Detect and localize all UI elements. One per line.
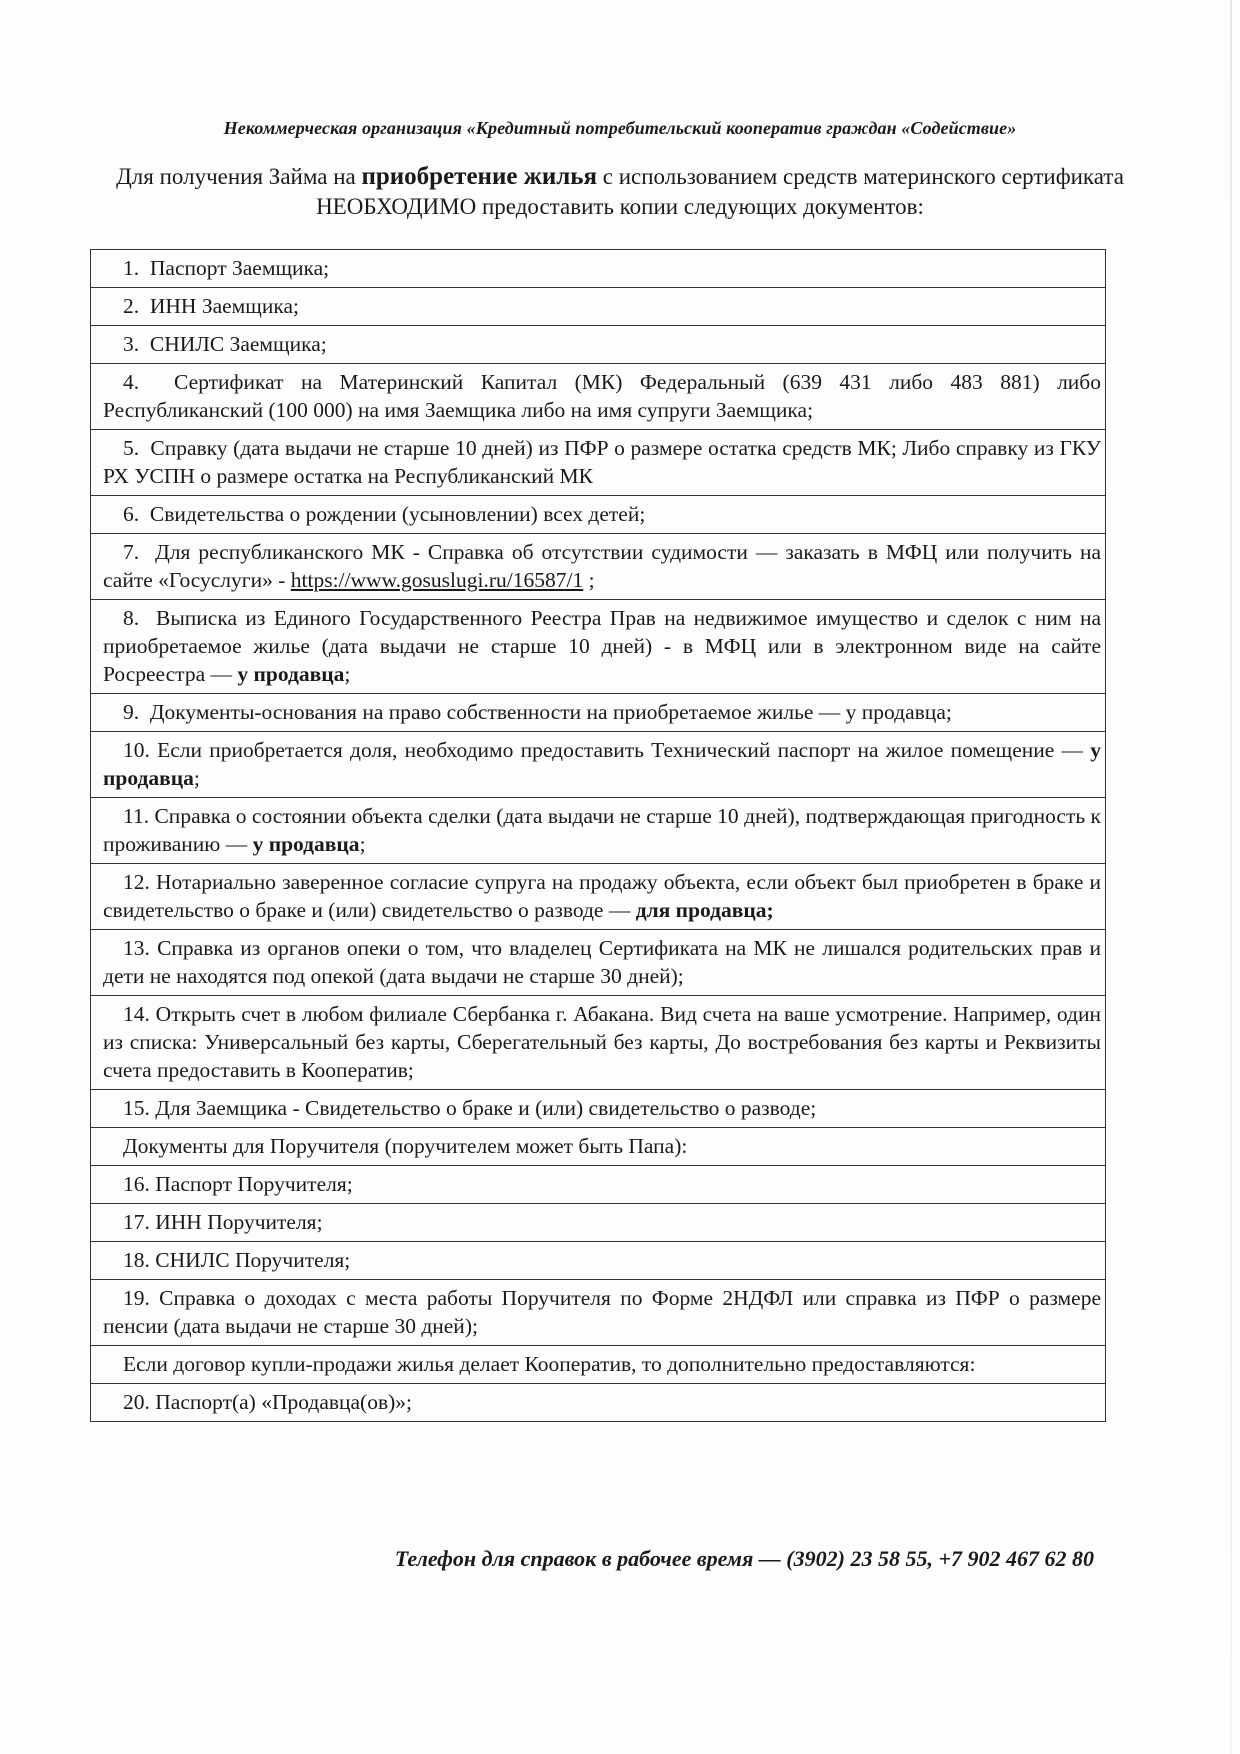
row-number: 19. [123, 1286, 150, 1310]
row-text: Паспорт Поручителя; [155, 1172, 353, 1196]
row-number: 2. [123, 294, 140, 318]
row-number: 6. [123, 502, 140, 526]
row-text: ИНН Заемщика; [149, 294, 299, 318]
row-number [103, 1134, 123, 1158]
row-number: 3. [123, 332, 140, 356]
table-row [91, 1204, 1106, 1242]
row-text-end: ; [193, 766, 200, 790]
row-text: Справка о состоянии объекта сделки (дата выдачи не старше 10 дней), подтверждающая пригодность к проживанию — [103, 804, 1102, 856]
table-row [91, 600, 1106, 694]
row-bold-text: для продавца; [635, 898, 774, 922]
table-row [91, 326, 1106, 364]
row-text: Паспорт(а) «Продавца(ов)»; [155, 1390, 413, 1414]
row-number: 5. [123, 436, 140, 460]
table-row [91, 798, 1106, 864]
intro-bold: приобретение жилья [361, 163, 598, 190]
row-text: Свидетельства о рождении (усыновлении) всех детей; [149, 502, 646, 526]
table-row [91, 930, 1106, 996]
row-text: Если договор купли-продажи жилья делает Кооператив, то дополнительно предоставляются: [123, 1352, 976, 1376]
row-text-end: ; [583, 568, 595, 592]
row-text: Справка о доходах с места работы Поручителя по Форме 2НДФЛ или справка из ПФР о размере пенсии (дата выдачи не старше 30 дней); [103, 1286, 1102, 1338]
row-number: 11. [123, 804, 150, 828]
table-row [91, 1384, 1106, 1422]
row-number: 10. [123, 738, 150, 762]
table-row [91, 430, 1106, 496]
row-number: 8. [123, 606, 140, 630]
row-text: Выписка из Единого Государственного Реестра Прав на недвижимое имущество и сделок с ним на приобретаемое жилье (дата выдачи не старше 10 дней) - в МФЦ или в электронном виде на сайте Росреестра — [103, 606, 1101, 686]
row-number [103, 1352, 123, 1376]
intro-part1: Для получения Займа на [116, 164, 362, 189]
scan-edge [1230, 0, 1232, 1754]
cooperative-section-header [91, 1346, 1106, 1384]
row-bold-text: у продавца [252, 832, 360, 856]
row-number: 16. [123, 1172, 150, 1196]
row-number: 17. [123, 1210, 150, 1234]
table-row [91, 864, 1106, 930]
intro-text [100, 162, 1140, 222]
contact-phone: Телефон для справок в рабочее время — (3902) 23 58 55, +7 902 467 62 80 [394, 1546, 1094, 1571]
row-number: 15. [123, 1096, 150, 1120]
row-text: ИНН Поручителя; [155, 1210, 323, 1234]
row-number: 4. [123, 370, 140, 394]
row-number: 18. [123, 1248, 150, 1272]
row-number: 14. [123, 1002, 150, 1026]
row-bold-text: у продавца [103, 738, 1101, 790]
table-row [91, 1242, 1106, 1280]
row-text: Сертификат на Материнский Капитал (МК) Федеральный (639 431 либо 483 881) либо Республиканский (100 000) на имя Заемщика либо на имя супруги Заемщика; [103, 370, 1101, 422]
row-text: СНИЛС Заемщика; [149, 332, 327, 356]
row-number: 12. [123, 870, 150, 894]
table-row [91, 694, 1106, 732]
row-text: Документы-основания на право собственности на приобретаемое жилье — у продавца; [149, 700, 952, 724]
row-number: 1. [123, 256, 140, 280]
table-row [91, 364, 1106, 430]
guarantor-section-header [91, 1128, 1106, 1166]
row-text: СНИЛС Поручителя; [155, 1248, 351, 1272]
table-row [91, 496, 1106, 534]
row-text: Открыть счет в любом филиале Сбербанка г. Абакана. Вид счета на ваше усмотрение. Например, один из списка: Универсальный без карты, Сберегательный без карты, До востребования без карты и Реквизиты счета предоставить в Кооператив; [103, 1002, 1102, 1082]
row-text: Нотариально заверенное согласие супруга на продажу объекта, если объект был приобретен в браке и свидетельство о браке и (или) свидетельство о разводе — [103, 870, 1102, 922]
row-number: 13. [123, 936, 150, 960]
row-text-end: ; [344, 662, 351, 686]
row-text: Для республиканского МК - Справка об отсутствии судимости — заказать в МФЦ или получить на сайте «Госуслуги» - [103, 540, 1102, 592]
row-number: 9. [123, 700, 140, 724]
documents-table [90, 249, 1106, 1422]
row-text: Справка из органов опеки о том, что владелец Сертификата на МК не лишался родительских прав и дети не находятся под опекой (дата выдачи не старше 30 дней); [103, 936, 1101, 988]
table-row [91, 732, 1106, 798]
table-row [91, 288, 1106, 326]
table-row [91, 996, 1106, 1090]
table-row [91, 1090, 1106, 1128]
row-text: Документы для Поручителя (поручителем может быть Папа): [123, 1134, 688, 1158]
row-number: 20. [123, 1390, 150, 1414]
row-bold-text: у продавца [237, 662, 345, 686]
row-number: 7. [123, 540, 140, 564]
table-row [91, 1280, 1106, 1346]
intro-part2: с использованием средств материнского сертификата НЕОБХОДИМО предоставить копии следующих документов: [316, 164, 1124, 219]
row-text: Паспорт Заемщика; [149, 256, 330, 280]
table-row [91, 534, 1106, 600]
row-text: Справку (дата выдачи не старше 10 дней) из ПФР о размере остатка средств МК; Либо справку из ГКУ РХ УСПН о размере остатка на Республиканский МК [103, 436, 1102, 488]
table-row [91, 250, 1106, 288]
organization-name: Некоммерческая организация «Кредитный потребительский кооператив граждан «Содействие» [223, 118, 1017, 138]
row-text: Если приобретается доля, необходимо предоставить Технический паспорт на жилое помещение — [157, 738, 1091, 762]
gosuslugi-link[interactable]: https://www.gosuslugi.ru/16587/1 [290, 568, 584, 592]
table-row [91, 1166, 1106, 1204]
row-text-end: ; [359, 832, 366, 856]
row-text: Для Заемщика - Свидетельство о браке и (или) свидетельство о разводе; [155, 1096, 817, 1120]
